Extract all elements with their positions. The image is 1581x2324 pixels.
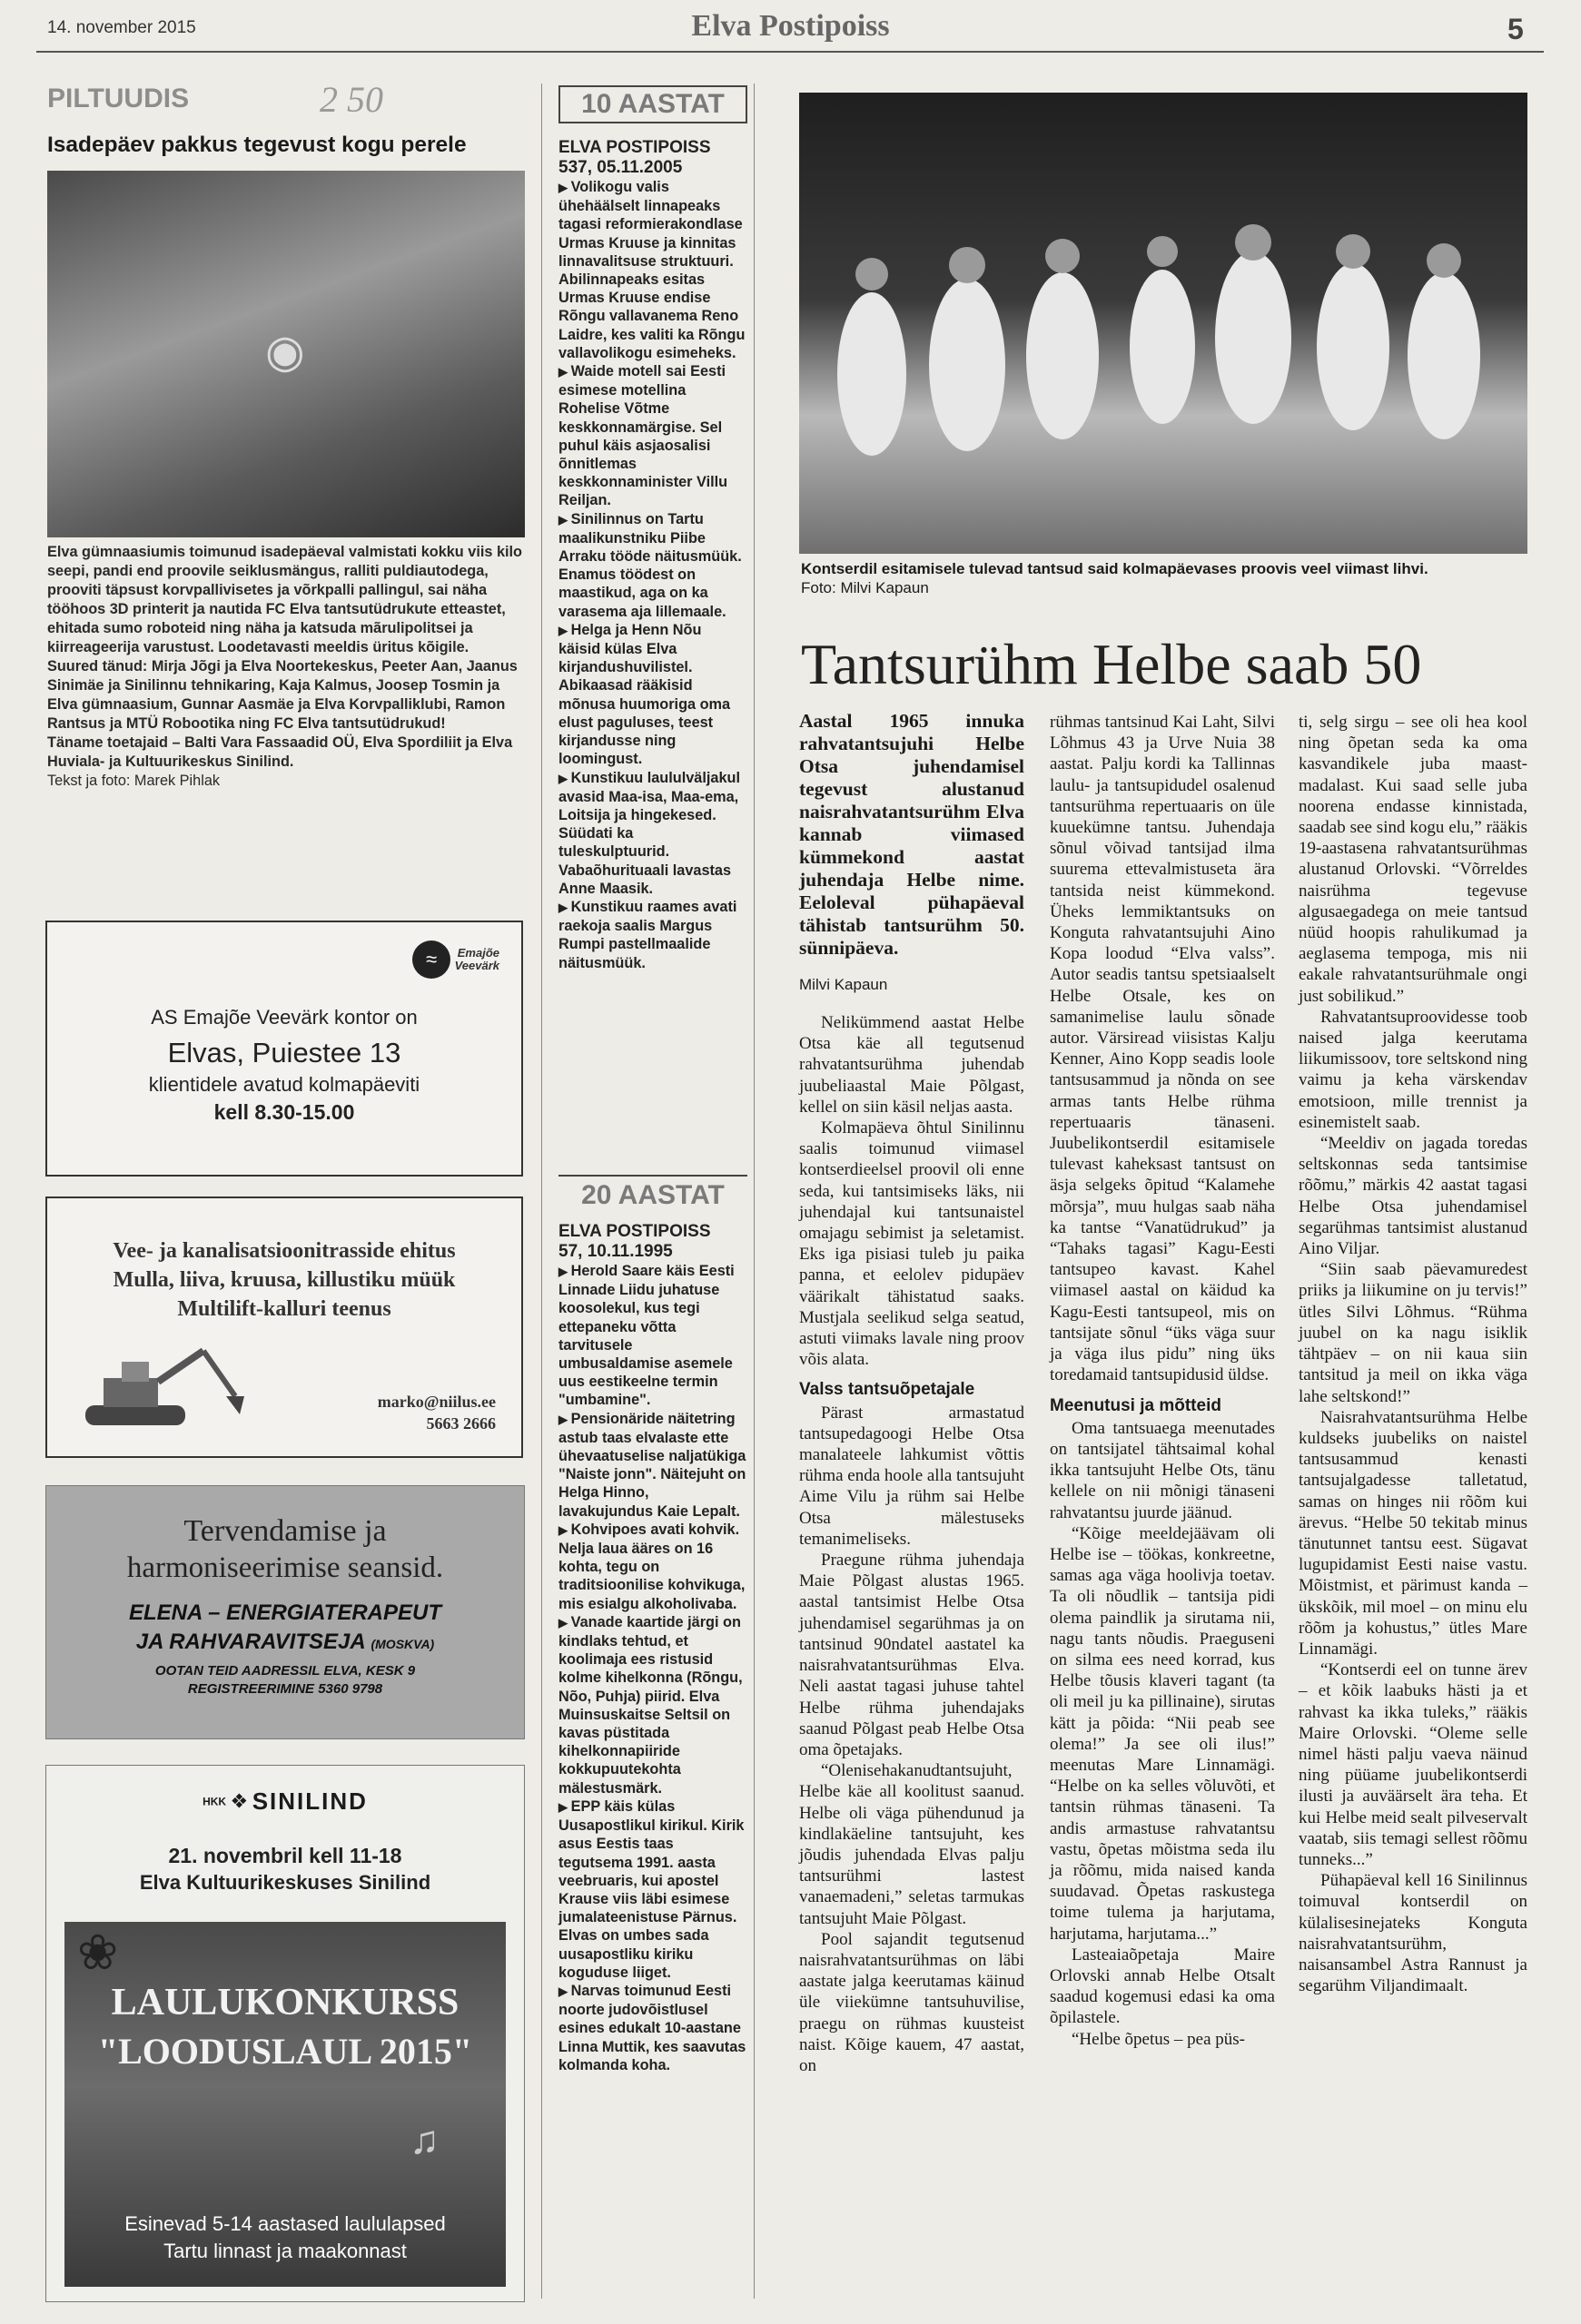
history10-item: ▶ Waide motell sai Eesti esimese motellina Rohelise Võtme keskkonnamärgise. Sel puhul käis asjaosalisi õnnitlemas keskkonnaminister Villu Reiljan. [558,363,728,509]
article-subhead: Meenutusi ja mõtteid [1050,1395,1221,1415]
history20-source: ELVA POSTIPOISS [558,1222,711,1241]
article-paragraph: Rahvatantsuproovidesse toob naised jalga keerutama liikumissoov, tore seltskond ning vaimu ja keha värskendav emotsioon, mille trennist ja esinemistelt saab. [1299,1007,1527,1132]
dancers-illustration [799,93,1527,554]
caption-text: Elva gümnaasiumis toimunud isadepäeval valmistati kokku viis kilo seepi, pandi end proovile seiklusmängus, ralliti puldiautodega, prooviti täpsust korvpallivisetes ja võrkpalli pallingul, sai näha tööhoos 3D printerit ja nautida FC Elva tantsutüdrukute etteastet, ehitada sumo roboteid ning näha ja katsuda mãrulipolitsei ja kiirreageerija varustust. Loodetavasti meeldis üritus kõigile. [47,544,522,655]
sinilind-date: 21. novembril kell 11-18 [168,1844,402,1867]
sinilind-footer1: Esinevad 5-14 aastased laululapsed [124,2212,446,2235]
ad-hours: kell 8.30-15.00 [213,1100,355,1124]
article-subhead: Valss tantsuõpetajale [799,1380,975,1400]
history-20-section [558,1175,747,2074]
dance-photo-caption [801,559,1527,597]
elena-phone: REGISTREERIMINE 5360 9798 [187,1681,383,1697]
article-paragraph: Praegune rühma juhendaja Maie Põlgast alustas 1965. aastal tantsimist Helbe Otsa juhendamisel segarühmas ja on tantsinud 90ndatel aastatel ka naisrahvatantsurühmas Elva. Neli aastat tagasi juhuse tahtel Helbe rühma juhendajaks saanud Põlgast peab Helbe Otsa oma õpetajaks. [799,1551,1024,1759]
dance-photo [799,93,1527,554]
bullet-icon: ▶ [558,1522,571,1537]
article-paragraph: Nelikümmend aastat Helbe Otsa käe all tegutsenud rahvatantsurühma juhendab juubeliaastal Maie Põlgast, kellel on siin käsil neljas aasta. [799,1013,1024,1117]
sinilind-logo-small: HKK [203,1795,227,1808]
article-byline: Milvi Kapaun [799,976,888,993]
sponsors-text: Täname toetajaid – Balti Vara Fassaadid OÜ, Elva Spordiliit ja Elva Huviala- ja Kultuurikeskus Sinilind. [47,734,513,770]
bird-icon: ❖ [230,1789,249,1813]
piltuudis-section [47,79,525,791]
history10-heading: 10 AASTAT [581,89,725,119]
bullet-icon: ▶ [558,181,571,194]
article-paragraph: “Helbe õpetus – pea püs- [1072,2029,1245,2049]
logo-line1: Emajõe [457,946,499,960]
elena-line1: Tervendamise ja [183,1514,387,1548]
ad-sinilind [45,1765,525,2302]
history10-item: ▶ Helga ja Henn Nõu käisid külas Elva kirjandushuvilistel. Abikaasad rääkisid mõnusa huumoriga oma elust paguluses, teest kirjandusse ning loomingust. [558,621,731,768]
column-rule-left [541,84,542,2299]
bullet-icon: ▶ [558,1984,571,1998]
ad-niilus [45,1196,523,1458]
elena-line4: JA RAHVARAVITSEJA [135,1630,365,1654]
history10-source: ELVA POSTIPOISS [558,138,711,157]
history10-item: ▶ Kunstikuu laululväljakul avasid Maa-isa, Maa-ema, Loitsija ja hingekesed. Süüdati ka tuleskulptuurid. Vabaõhurituaali lavastas Anne Maasik. [558,769,740,897]
article-paragraph: “Siin saab päevamuredest priiks ja liikumine on ju tervis!” ütles Silvi Lõhmus. “Rühma juubel on ka nagu isiklik tähtpäev – on nii kaua siin tantsitud ja meil on ikka väga lahe seltskond!” [1299,1260,1527,1406]
handwritten-note: 2 50 [320,79,383,120]
article-paragraph: Pool sajandit tegutsenud naisrahvatantsurühmas on läbi aastate jalga keerutamas käinud üle viiekümne tantsuhuvilise, praegu on rühmas kuusteist naist. Kõige kauem, 47 aastat, on [799,1929,1024,2075]
ad-line1: AS Emajõe Veevärk kontor on [151,1006,418,1029]
sinilind-title1: LAULUKONKURSS [111,1982,459,2024]
article-col2 [1050,712,1275,2050]
niilus-email[interactable]: marko@niilus.ee [377,1393,496,1411]
photo-credit: Foto: Milvi Kapaun [801,579,929,596]
article-headline: Tantsurühm Helbe saab 50 [801,632,1422,696]
ad-line3: klientidele avatud kolmapäeviti [148,1073,420,1096]
emajoe-logo [412,940,499,979]
history20-item: ▶ Herold Saare käis Eesti Linnade Liidu juhatuse koosolekul, kus tegi ettepaneku võtta tarvitusele umbusaldamise asemele uus eestikeelne termin "umbamine". [558,1263,735,1409]
page-number: 5 [1507,13,1524,45]
bullet-icon: ▶ [558,771,571,785]
bullet-icon: ▶ [558,1615,571,1630]
article-paragraph: “Olenisehakanudtantsujuht, Helbe käe all koolitust saanud. Helbe oli väga pühendunud ja kindlakäeline tantsujuht, kes jõudis juhendada Elvas palju tantsurühmi lastest vanaemadeni,” seletas tarmukas tantsujuht Maie Põlgast. [799,1761,1024,1928]
article-paragraph: Lasteaiaõpetaja Maire Orlovski annab Helbe Otsalt saadud kogemusi edasi ka oma õpilastele. [1050,1945,1275,2028]
history20-item: ▶ Narvas toimunud Eesti noorte judovõistlusel esines edukalt 10-aastane Linna Muttik, kes saavutas kolmanda koha. [558,1982,746,2073]
history10-item: ▶ Sinilinnus on Tartu maalikunstniku Piibe Arraku tööde näitusmüük. Enamus töödest on maastikud, aga on ka varasema aja lillemaale. [558,510,742,620]
piltuudis-caption [47,543,525,791]
niilus-line2: Mulla, liiva, kruusa, killustiku müük [113,1268,456,1292]
article-paragraph: “Kontserdi eel on tunne ärev – et kõik laabuks hästi ja et rahvast ka ikka tuleks,” rääkis Maire Orlovski. “Oleme selle nimel hästi palju vaeva näinud ning püüame juubelikontserdi ilusti ja auväärselt ära teha. Et kui Helbe meid sealt pilveservalt vaatab, siis temagi sellest rõõmu tunneks...” [1299,1660,1527,1869]
elena-line4-small: (MOSKVA) [371,1637,435,1651]
history20-item: ▶ EPP käis külas Uusapostlikul kirikul. Kirik asus Eestis taas tegutsema 1991. aasta veebruaris, kui apostel Krause viis läbi esimese jumalateenistuse Pärnus. Elvas on umbes sada uusapostliku kiriku koguduse liiget. [558,1797,745,1981]
bullet-icon: ▶ [558,365,571,379]
niilus-phone: 5663 2666 [426,1414,496,1433]
piltuudis-headline: Isadepäev pakkus tegevust kogu perele [47,133,467,157]
history20-heading: 20 AASTAT [558,1175,747,1211]
bullet-icon: ▶ [558,1265,571,1278]
sinilind-venue: Elva Kultuurikeskuses Sinilind [139,1871,431,1894]
elena-address: OOTAN TEID AADRESSIL ELVA, KESK 9 [154,1663,416,1679]
page-date: 14. november 2015 [47,18,196,37]
history10-item: ▶ Volikogu valis ühehäälselt linnapeaks tagasi reformierakondlase Urmas Kruuse ja kinnitas linnavalitsuse struktuuri. Abilinnapeaks esitas Urmas Kruuse endise Rõngu vallavanema Reno Laidre, kes valiti ka Rõngu vallavolikogu esimeheks. [558,179,746,361]
history20-item: ▶ Kohvipoes avati kohvik. Nelja laua ääres on 16 kohta, tegu on traditsioonilise kohvikuga, mis esialgu alkoholivaba. [558,1521,746,1612]
sinilind-poster [64,1922,506,2287]
bullet-icon: ▶ [558,623,571,637]
photo-caption: Kontserdil esitamisele tulevad tantsud said kolmapäevases proovis veel viimast lihvi. [801,560,1428,577]
logo-line2: Veevärk [454,959,499,972]
article-paragraph: Naisrahvatantsurühma Helbe kuldseks juubeliks on naistel tantsusammud kenasti tantsujalgadesse talletatud, samas on hinges nii rõõm kui ärevus. “Helbe 50 tekitab minus tänutunnet tantsu eest. Sügavat lugupidamist Eesti naise vastu. Mõistmist, et pärimust kanda – ükskõik, mil moel – on minu elu rõõm ja kohustus,” ütles Mare Linnamägi. [1299,1407,1527,1659]
history10-issue: 537, 05.11.2005 [558,158,683,177]
article-paragraph: Pühapäeval kell 16 Sinilinnus toimuval kontserdil on külalisesinejateks Konguta naisrahvatantsurühm, naisansambel Astra Rannust ja segarühm Viljandimaalt. [1299,1871,1527,1996]
sinilind-title2: "LOODUSLAUL 2015" [97,2031,473,2072]
article-paragraph: Oma tantsuaega meenutades on tantsijatel tähtsaimal kohal ikka tantsujuht Helbe Ots, tänu kellele on nii mõnigi tänaseni rahvatantsu juurde jäänud. [1050,1418,1275,1522]
article-lead: Aastal 1965 innuka rahvatantsujuhi Helbe Otsa juhendamisel tegevust alustanud naisrahvatantsurühm Elva kannab viimased kümmekond aastat juhendaja Helbe nime. Eeloleval pühapäeval tähistab tantsurühm 50. sünnipäeva. [799,710,1024,959]
bullet-icon: ▶ [558,1799,571,1814]
isadepaev-photo [47,171,525,537]
history20-item: ▶ Vanade kaartide järgi on kindlaks tehtud, et koolimaja ees ristusid kolme kihelkonna (Rõngu, Nõo, Puhja) piirid. Elva Muinsuskaitse Seltsil on kavas püstitada kihelkonnapiiride kokkupuutekohta mälestusmärk. [558,1613,743,1797]
niilus-line3: Multilift-kalluri teenus [177,1297,391,1321]
history10-item: ▶ Kunstikuu raames avati raekoja saalis Margus Rumpi pastellmaalide näitusmüük. [558,898,737,971]
section-label: PILTUUDIS [47,84,190,113]
excavator-icon [67,1342,249,1442]
note-icon: ♫ [410,2118,440,2162]
history20-issue: 57, 10.11.1995 [558,1242,673,1261]
header-rule [36,51,1544,53]
history20-item: ▶ Pensionäride näitetring astub taas elvalaste ette ühevaatuselise naljatükiga "Naiste jonn". Näitejuht on Helga Hinno, lavakujundus Kaie Lepalt. [558,1410,746,1520]
ad-elena [45,1485,525,1739]
bullet-icon: ▶ [558,1412,571,1426]
bullet-icon: ▶ [558,512,571,527]
article-paragraph: ti, selg sirgu – see oli hea kool ning õpetan seda ka oma kasvandikele juba maast-madalast. Kui saad selle juba noorena endasse kinnistada, saadab see sind kogu elu,” rääkis 19-aastasena rahvatantsurühmas alustanud Orlovski. “Võrreldes naisrühma tegevuse algusaegadega on meie tantsud nüüd hoopis rahulikumad ja aeglasema tempoga, mis nii eakale rahvatantsurühmale ongi just sobilikud.” [1299,713,1527,1006]
article-paragraph: “Meeldiv on jagada toredas seltskonnas seda tantsimise rõõmu,” märkis 42 aastat tagasi Helbe Otsa juhendamisel segarühmas tantsimist alustanud Aino Viljar. [1299,1134,1527,1259]
article-col3 [1299,712,1527,1996]
photo-icon: ◉ [265,326,305,377]
ad-emajoe-veevark [45,921,523,1177]
history-10-section [558,85,747,972]
bullet-icon: ▶ [558,900,571,914]
ad-address: Elvas, Puiestee 13 [167,1037,401,1068]
photo-credit: Tekst ja foto: Marek Pihlak [47,773,221,789]
column-rule-right [754,84,755,2299]
elena-line2: harmoniseerimise seansid. [126,1551,444,1584]
thanks-text: Suured tänud: Mirja Jõgi ja Elva Noortekeskus, Peeter Aan, Jaanus Sinimäe ja Sinilinnu tehnikaring, Kaja Kalmus, Joosep Tosmin ja Elva gümnaasium, Gunnar Aasmäe ja Elva Korvpalliklubi, Ramon Rantsus ja MTÜ Robootika ning FC Elva tantsutüdrukud! [47,658,518,732]
wave-icon: ≈ [412,940,450,979]
article-paragraph: Kolmapäeva õhtul Sinilinnu saalis toimunud viimasel kontserdieelsel proovil oli enne seda, kui tantsimiseks läks, nii juhendajal kui tantsunaistel omajagu sebimist ja seletamist. Eks iga pisiasi tuleb ju paika panna, et eelolev pidupäev väärikalt tähistatud saaks. Mustjala seelikud selga seatud, astuti viimaks lavale ning proov võis alata. [799,1118,1024,1370]
article-paragraph: “Kõige meeldejäävam oli Helbe ise – töökas, konkreetne, samas aga väga hoolivja toetav. Ta oli nõudlik – tantsija pidi olema paindlik ja sirutama nii, nagu tants nõudis. Praeguseni on silma ees need korrad, kus Helbe tõusis klaveri tagant (ta oli meil ju ka pillinaine), sirutas kätt ja põida: “Nii peab see olema!” Ja see oli ilus!” meenutas Mare Linnamägi. “Helbe on ka selles võluvõti, et tantsin rühmas tänaseni. Ta andis armastuse rahvatantsu vastu, õpetas mõistma seda ilu ja rõõmu, mida naised kanda suudavad. Õpetas raskustega toime tulema ja harjutama, harjutama, harjutama...” [1050,1523,1275,1944]
niilus-line1: Vee- ja kanalisatsioonitrasside ehitus [113,1239,456,1263]
sinilind-footer2: Tartu linnast ja maakonnast [163,2240,407,2262]
article-paragraph: rühmas tantsinud Kai Laht, Silvi Lõhmus 43 ja Urve Nuia 38 aastat. Palju kordi ka Tallinnas laulu- ja tantsupidudel osalenud tantsurühma repertuaaris on üle kuuekümne tantsu. Juhendaja sõnul võivad tantsijad ilma suurema ettevalmistuseta ära tantsida neist kümmekond. Üheks lemmiktantsuks on Konguta rahvatantsujuhi Aino Kopa loodud “Elva valss”. Autor seadis tantsu spetsiaalselt Helbe Otsale, kes on samanimelise laulu sõnade autor. Värsiread viisistas Kalju Kenner, Aino Kopp seadis loole tantsusammud ja nõnda on see armas tants Helbe rühma repertuaaris tänaseni. Juubelikontserdil esitamisele tulevast kaheksast tantsust on äsja selgeks õpitud “Kalamehe mõrsja”, muu hulgas saab näha ka tantse “Vanatüdrukud” ja “Tahaks tagasi” Kagu-Eesti tantsupeo kavast. Kahel viimasel aastal on käidud ka Kagu-Eesti tantsupeol, mis on tantsijate sõnul “üks väga suur ja väga ilus pidu” ning üks toredamaid tantsupidusid üldse. [1050,713,1275,1385]
sinilind-logo: SINILIND [252,1787,368,1815]
masthead: Elva Postipoiss [691,9,890,43]
elena-line3: ELENA – ENERGIATERAPEUT [128,1600,442,1625]
article-paragraph: Pärast armastatud tantsupedagoogi Helbe Otsa manalateele lahkumist võttis rühma enda hoole alla tantsujuht Aime Vilu ja rühm sai Helbe Otsa mälestuseks temanimeliseks. [799,1403,1024,1549]
article-col1 [799,710,1024,2076]
tree-icon: ❀ [77,1925,119,1980]
